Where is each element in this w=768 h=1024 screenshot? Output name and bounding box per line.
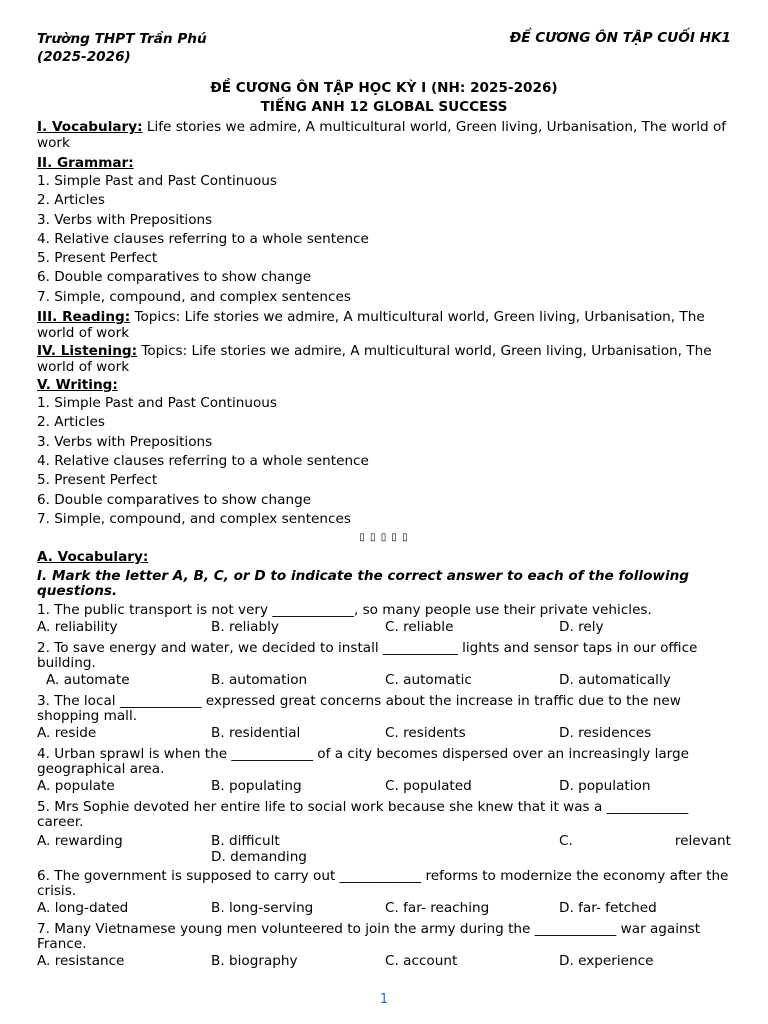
list-item: 5. Present Perfect	[37, 250, 158, 267]
option-a: A. reliability	[37, 619, 118, 636]
option-d: D. population	[559, 778, 651, 795]
question-options	[37, 618, 731, 637]
question-stem: 4. Urban sprawl is when the ____________ of a city becomes dispersed over an increasingly large geographical area.	[37, 746, 690, 778]
section-heading: II. Grammar:	[37, 155, 134, 171]
list-item: 6. Double comparatives to show change	[37, 491, 312, 508]
option-b: B. residential	[211, 725, 301, 742]
section-writing	[37, 377, 731, 393]
question-stem: 5. Mrs Sophie devoted her entire life to social work because she knew that it was a ____________ career.	[37, 799, 689, 831]
section-reading	[37, 309, 731, 341]
option-c-justified	[559, 833, 731, 849]
question-stem: 7. Many Vietnamese young men volunteered to join the army during the ____________ war against France.	[37, 921, 701, 953]
header-left	[37, 30, 207, 66]
instruction: I. Mark the letter A, B, C, or D to indicate the correct answer to each of the following questions.	[37, 568, 690, 600]
section-listening	[37, 343, 731, 375]
list-item: 1. Simple Past and Past Continuous	[37, 395, 278, 412]
document-page	[37, 30, 731, 971]
option-d: D. demanding	[211, 849, 307, 866]
school-name: Trường THPT Trần Phú	[37, 31, 207, 47]
section-separator: ▯ ▯ ▯ ▯ ▯	[359, 532, 409, 544]
option-a: A. long-dated	[37, 900, 129, 917]
list-item: 4. Relative clauses referring to a whole sentence	[37, 452, 369, 469]
question-options	[37, 952, 731, 971]
question-stem: 2. To save energy and water, we decided to install ___________ lights and sensor taps in our office building.	[37, 640, 698, 672]
list-item: 7. Simple, compound, and complex sentences	[37, 288, 351, 305]
section-vocabulary	[37, 119, 731, 151]
list-item: 6. Double comparatives to show change	[37, 269, 312, 286]
question-options	[37, 833, 731, 865]
list-item: 2. Articles	[37, 414, 105, 431]
part-a-heading	[37, 549, 731, 565]
option-c: C. far- reaching	[385, 900, 490, 917]
list-item: 4. Relative clauses referring to a whole sentence	[37, 230, 369, 247]
option-c-text: relevant	[674, 833, 731, 850]
school-year: (2025-2026)	[37, 49, 131, 65]
title-line-2: TIẾNG ANH 12 GLOBAL SUCCESS	[260, 99, 508, 115]
option-c: C. residents	[385, 725, 466, 742]
doc-title	[37, 79, 731, 117]
section-text: Life stories we admire, A multicultural world, Green living, Urbanisation, The world of work	[37, 119, 727, 151]
section-grammar	[37, 155, 731, 171]
question-stem: 3. The local ____________ expressed great concerns about the increase in traffic due to the new shopping mall.	[37, 693, 681, 725]
option-a: A. resistance	[37, 953, 125, 970]
list-item: 5. Present Perfect	[37, 472, 158, 489]
option-d: D. far- fetched	[559, 900, 657, 917]
section-text: Topics: Life stories we admire, A multicultural world, Green living, Urbanisation, The world of work	[37, 309, 705, 342]
question-options	[37, 777, 731, 796]
option-a: A. rewarding	[37, 833, 123, 850]
section-heading: III. Reading:	[37, 309, 131, 326]
section-heading: I. Vocabulary:	[37, 119, 143, 135]
question-options	[37, 899, 731, 918]
option-c: C. reliable	[385, 619, 454, 636]
list-item: 3. Verbs with Prepositions	[37, 211, 213, 228]
question-stem: 6. The government is supposed to carry out ____________ reforms to modernize the economy after the crisis.	[37, 868, 729, 900]
option-c-letter: C.	[559, 833, 573, 850]
list-item: 3. Verbs with Prepositions	[37, 433, 213, 450]
page-number: 1	[379, 992, 389, 1007]
list-item: 2. Articles	[37, 192, 105, 209]
list-item: 7. Simple, compound, and complex sentences	[37, 510, 351, 527]
option-a: A. automate	[46, 672, 130, 689]
option-a: A. reside	[37, 725, 97, 742]
option-c: C. automatic	[385, 672, 472, 689]
option-d: D. automatically	[559, 672, 671, 689]
question-stem: 1. The public transport is not very ____________, so many people use their private vehicles.	[37, 602, 652, 619]
page-header	[37, 30, 731, 66]
option-c: C. populated	[385, 778, 472, 795]
option-b: B. difficult	[211, 833, 280, 850]
option-b: B. reliably	[211, 619, 279, 636]
question-options	[37, 724, 731, 743]
section-heading: V. Writing:	[37, 377, 118, 394]
option-d: D. experience	[559, 953, 654, 970]
option-b: B. populating	[211, 778, 302, 795]
option-b: B. long-serving	[211, 900, 314, 917]
question-options	[37, 671, 731, 690]
writing-list	[37, 394, 731, 529]
grammar-list	[37, 172, 731, 307]
option-a: A. populate	[37, 778, 115, 795]
option-d: D. rely	[559, 619, 604, 636]
option-d: D. residences	[559, 725, 652, 742]
option-b: B. automation	[211, 672, 308, 689]
option-c: C. account	[385, 953, 458, 970]
section-text: Topics: Life stories we admire, A multicultural world, Green living, Urbanisation, The world of work	[37, 343, 712, 376]
section-heading: IV. Listening:	[37, 343, 138, 360]
title-line-1: ĐỀ CƯƠNG ÔN TẬP HỌC KỲ I (NH: 2025-2026)	[210, 80, 558, 96]
list-item: 1. Simple Past and Past Continuous	[37, 173, 278, 189]
option-b: B. biography	[211, 953, 298, 970]
option-spacer	[385, 833, 559, 849]
doc-type: ĐỀ CƯƠNG ÔN TẬP CUỐI HK1	[509, 30, 731, 46]
section-heading: A. Vocabulary:	[37, 549, 149, 566]
